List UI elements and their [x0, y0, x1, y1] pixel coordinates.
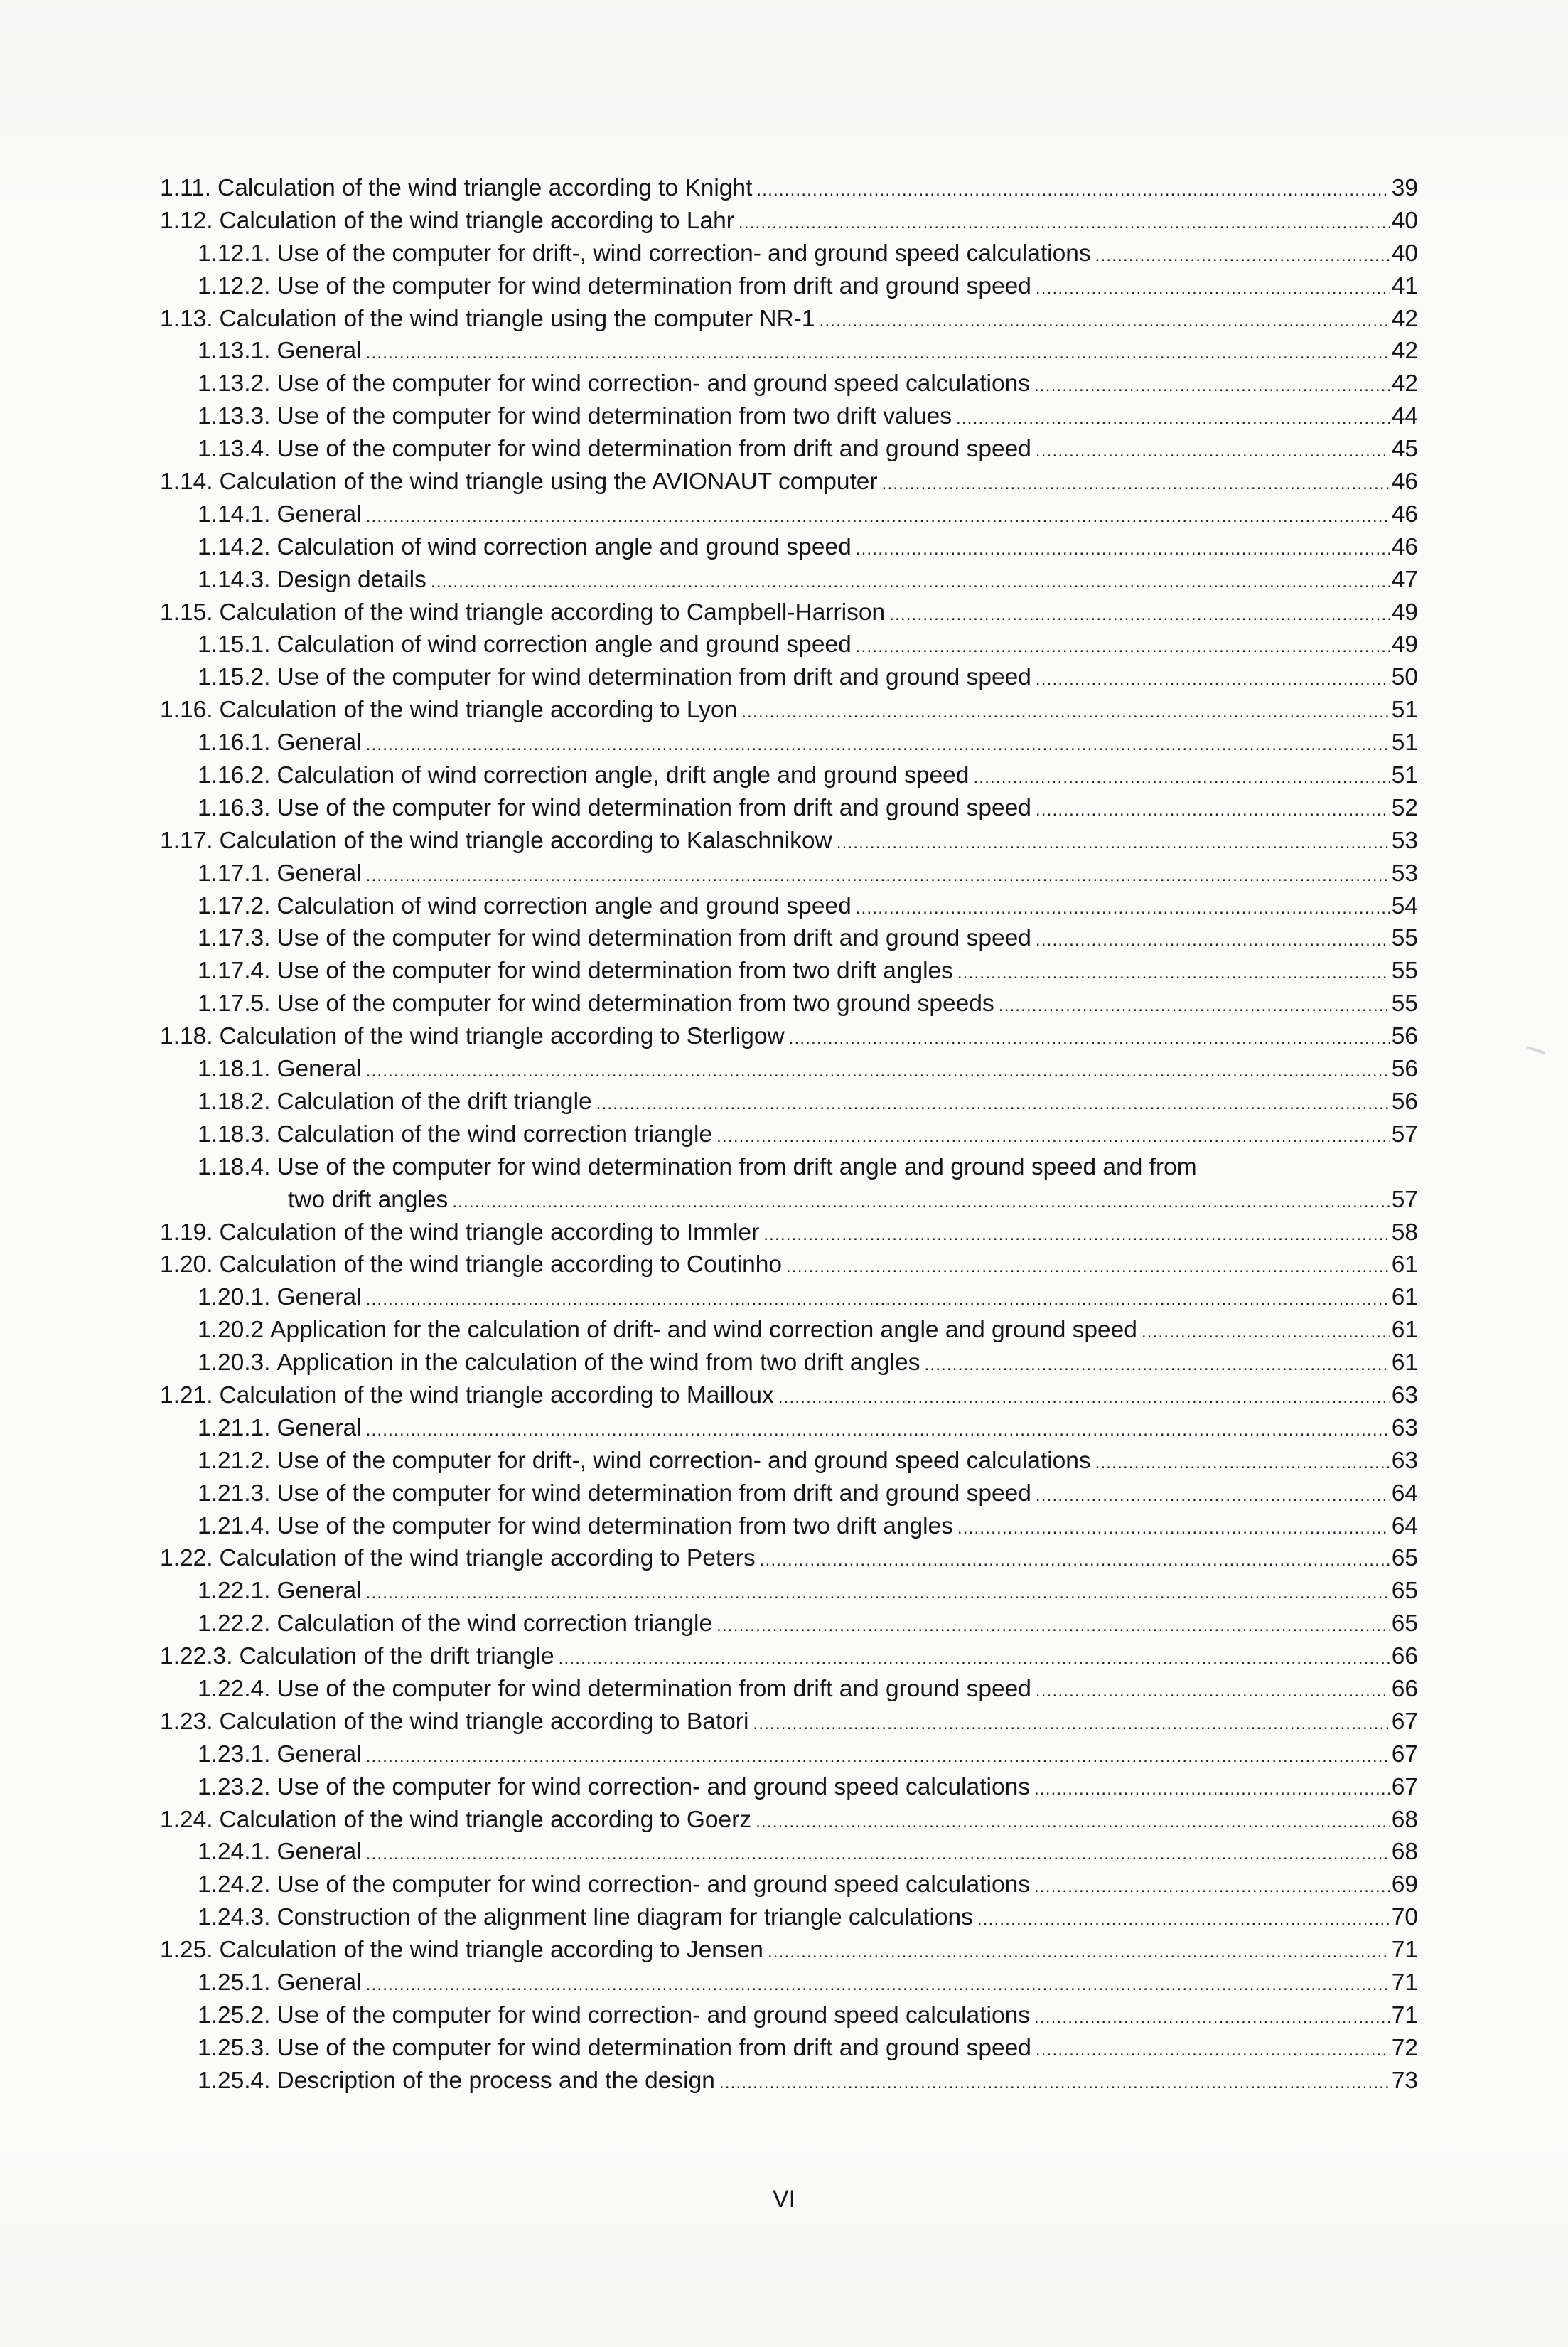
toc-entry-number: 1.22.4. [198, 1675, 271, 1702]
toc-entry-number: 1.25. [160, 1937, 213, 1964]
toc-entry-number: 1.16.1. [198, 729, 271, 757]
toc-entry[interactable] [160, 1706, 1418, 1738]
dot-leader [366, 1414, 1390, 1447]
toc-entry-number: 1.22. [160, 1545, 213, 1572]
dot-leader [366, 1741, 1390, 1773]
toc-entry-title: Use of the computer for wind determination from drift and ground speed [276, 925, 1031, 952]
dot-leader [1142, 1316, 1390, 1349]
toc-entry-page: 55 [1391, 990, 1418, 1017]
toc-entry-title: Description of the process and the design [276, 2067, 715, 2094]
toc-entry-page: 55 [1391, 925, 1418, 952]
toc-entry[interactable] [160, 1901, 1418, 1934]
toc-entry-title: Application for the calculation of drift- and wind correction angle and ground speed [270, 1317, 1137, 1344]
toc-entry-title: Use of the computer for wind correction- and ground speed calculations [276, 1773, 1031, 1800]
toc-entry-page: 69 [1391, 1871, 1418, 1898]
toc-entry-title: Use of the computer for wind correction- and ground speed calculations [276, 1871, 1031, 1898]
toc-entry-number: 1.24.2. [198, 1871, 271, 1898]
toc-entry-title: General [276, 1414, 362, 1441]
toc-entry-number: 1.21.1. [198, 1414, 271, 1441]
toc-entry-number: 1.16.3. [198, 794, 271, 821]
toc-entry-page: 51 [1391, 697, 1418, 724]
toc-entry-title: General [276, 1284, 362, 1311]
toc-entry-title: Calculation of the wind triangle according to Knight [218, 175, 753, 201]
toc-entry-page: 40 [1391, 240, 1418, 267]
dot-leader [1036, 435, 1390, 468]
toc-entry-title: Use of the computer for wind determination from drift and ground speed [276, 436, 1031, 463]
toc-entry-number: 1.21.4. [198, 1512, 271, 1539]
dot-leader [1036, 663, 1390, 696]
toc-entry-continuation[interactable] [160, 1184, 1418, 1217]
toc-entry-title: Calculation of wind correction angle and ground speed [276, 533, 852, 560]
dot-leader [786, 1251, 1390, 1283]
toc-entry-number: 1.15. [160, 599, 213, 626]
toc-entry[interactable] [160, 857, 1418, 890]
toc-entry[interactable] [160, 1673, 1418, 1706]
toc-entry[interactable] [160, 531, 1418, 564]
toc-entry-title: Calculation of the wind triangle according to Sterligow [219, 1023, 785, 1050]
toc-entry-page: 46 [1391, 533, 1418, 560]
toc-entry[interactable] [160, 1281, 1418, 1314]
toc-entry[interactable] [160, 694, 1418, 727]
toc-entry-number: 1.12.2. [198, 272, 271, 299]
toc-entry-page: 56 [1391, 1023, 1418, 1050]
toc-entry[interactable] [160, 988, 1418, 1020]
dot-leader [1034, 1773, 1390, 1806]
toc-entry-title: General [276, 1741, 362, 1768]
dot-leader [739, 207, 1390, 240]
toc-entry-number: 1.12.1. [198, 240, 271, 267]
toc-entry-title: Use of the computer for wind determination from two drift angles [276, 958, 953, 985]
dot-leader [837, 827, 1390, 860]
toc-entry-page: 54 [1391, 892, 1418, 919]
toc-entry-number: 1.17. [160, 827, 213, 854]
toc-entry-title: Use of the computer for wind determination from drift and ground speed [276, 1675, 1031, 1702]
toc-entry-title: Use of the computer for wind determination from two drift values [276, 403, 952, 430]
toc-entry-title: Calculation of the wind triangle according to Jensen [219, 1937, 763, 1964]
dot-leader [366, 860, 1390, 892]
dot-leader [366, 1969, 1390, 2001]
toc-entry-page: 49 [1391, 631, 1418, 658]
dot-leader [1036, 1480, 1390, 1512]
toc-entry-page: 61 [1391, 1284, 1418, 1311]
toc-entry-page: 46 [1391, 501, 1418, 528]
toc-entry-page: 58 [1391, 1219, 1418, 1246]
toc-entry[interactable] [160, 1445, 1418, 1477]
toc-entry[interactable] [160, 303, 1418, 336]
toc-entry-title: General [276, 1578, 362, 1605]
toc-entry-title: two drift angles [288, 1186, 449, 1213]
dot-leader [366, 1577, 1390, 1610]
toc-entry-page: 70 [1391, 1904, 1418, 1931]
toc-entry-title: General [276, 860, 362, 887]
toc-entry[interactable] [160, 1575, 1418, 1608]
dot-leader [1034, 1871, 1390, 1903]
toc-entry[interactable] [160, 1868, 1418, 1901]
dot-leader [366, 1838, 1390, 1871]
toc-entry-number: 1.18.1. [198, 1056, 271, 1083]
dot-leader [819, 305, 1390, 338]
toc-entry-number: 1.22.3. [160, 1643, 233, 1670]
toc-entry-number: 1.18.4. [198, 1153, 271, 1180]
toc-entry-title: Calculation of the wind triangle according to Immler [219, 1219, 760, 1246]
toc-entry-title: Use of the computer for wind determination from two drift angles [276, 1512, 953, 1539]
toc-entry-title: Application in the calculation of the wind from two drift angles [276, 1349, 920, 1376]
toc-entry[interactable] [160, 629, 1418, 661]
toc-entry-title: Use of the computer for drift-, wind correction- and ground speed calculations [276, 240, 1091, 267]
dot-leader [1034, 2001, 1390, 2034]
toc-entry[interactable] [160, 922, 1418, 955]
toc-entry[interactable] [160, 661, 1418, 694]
toc-entry-page: 63 [1391, 1414, 1418, 1441]
toc-entry-number: 1.20.1. [198, 1284, 271, 1311]
toc-entry-number: 1.13.3. [198, 403, 271, 430]
toc-entry-number: 1.14.2. [198, 533, 271, 560]
toc-entry-number: 1.25.4. [198, 2067, 271, 2094]
toc-entry-page: 73 [1391, 2067, 1418, 2094]
toc-entry[interactable] [160, 890, 1418, 923]
dot-leader [956, 402, 1390, 435]
dot-leader [778, 1381, 1390, 1414]
toc-entry-title: General [276, 1969, 362, 1996]
toc-entry-title: Calculation of the drift triangle [239, 1643, 554, 1670]
toc-entry-number: 1.13.1. [198, 338, 271, 365]
dot-leader [366, 1055, 1390, 1088]
toc-entry-page: 63 [1391, 1447, 1418, 1474]
toc-entry-title: Calculation of the wind correction triangle [276, 1121, 713, 1148]
toc-entry-number: 1.20.3. [198, 1349, 271, 1376]
dot-leader [596, 1088, 1390, 1121]
toc-entry-number: 1.25.2. [198, 2001, 271, 2028]
toc-entry-page: 64 [1391, 1512, 1418, 1539]
dot-leader [957, 957, 1390, 990]
toc-entry[interactable] [160, 1249, 1418, 1281]
toc-entry-number: 1.13.2. [198, 370, 271, 397]
toc-entry-page: 56 [1391, 1088, 1418, 1115]
toc-entry-title: Use of the computer for wind correction- and ground speed calculations [276, 370, 1031, 397]
dot-leader [1095, 1447, 1390, 1480]
toc-entry-number: 1.16.2. [198, 762, 271, 789]
toc-entry-number: 1.17.5. [198, 990, 271, 1017]
toc-entry[interactable] [160, 1118, 1418, 1151]
toc-entry-number: 1.24. [160, 1806, 213, 1833]
toc-entry-number: 1.13. [160, 305, 213, 332]
toc-entry-title: Use of the computer for wind determination from drift angle and ground speed and from [276, 1153, 1197, 1180]
toc-entry-number: 1.21.3. [198, 1480, 271, 1507]
toc-entry[interactable] [160, 1151, 1418, 1184]
toc-entry[interactable] [160, 1608, 1418, 1640]
toc-entry-number: 1.12. [160, 207, 213, 234]
toc-entry-number: 1.23.1. [198, 1741, 271, 1768]
dot-leader [882, 468, 1390, 501]
toc-entry[interactable] [160, 1771, 1418, 1804]
toc-entry-title: Use of the computer for drift-, wind correction- and ground speed calculations [276, 1447, 1091, 1474]
toc-entry-title: Calculation of the wind triangle using the computer NR-1 [219, 305, 815, 332]
toc-entry[interactable] [160, 1934, 1418, 1967]
toc-entry[interactable] [160, 2065, 1418, 2097]
toc-entry-page: 45 [1391, 436, 1418, 463]
toc-entry-title: Use of the computer for wind determination from drift and ground speed [276, 1480, 1031, 1507]
toc-entry[interactable] [160, 433, 1418, 466]
dot-leader [719, 2067, 1390, 2100]
toc-entry-page: 57 [1391, 1186, 1418, 1213]
dot-leader [741, 696, 1390, 729]
toc-entry-number: 1.25.3. [198, 2034, 271, 2061]
toc-entry-title: Construction of the alignment line diagram for triangle calculations [276, 1904, 973, 1931]
toc-entry-number: 1.15.1. [198, 631, 271, 658]
toc-entry-page: 67 [1391, 1773, 1418, 1800]
toc-entry-title: Use of the computer for wind determination from drift and ground speed [276, 272, 1031, 299]
dot-leader [366, 729, 1390, 761]
toc-entry[interactable] [160, 1836, 1418, 1868]
toc-entry[interactable] [160, 498, 1418, 531]
toc-entry[interactable] [160, 1053, 1418, 1086]
toc-entry-number: 1.14.3. [198, 566, 271, 593]
toc-entry-page: 39 [1391, 175, 1418, 201]
toc-entry[interactable] [160, 727, 1418, 759]
toc-entry[interactable] [160, 1347, 1418, 1379]
toc-entry[interactable] [160, 955, 1418, 988]
toc-entry-number: 1.17.1. [198, 860, 271, 887]
toc-entry-page: 41 [1391, 272, 1418, 299]
toc-entry-page: 42 [1391, 338, 1418, 365]
toc-entry-page: 50 [1391, 664, 1418, 691]
toc-entry-page: 65 [1391, 1578, 1418, 1605]
toc-entry[interactable] [160, 400, 1418, 433]
toc-entry-number: 1.17.4. [198, 958, 271, 985]
toc-entry-page: 71 [1391, 1969, 1418, 1996]
toc-entry[interactable] [160, 564, 1418, 597]
toc-entry[interactable] [160, 1314, 1418, 1347]
toc-entry-page: 65 [1391, 1545, 1418, 1572]
toc-entry-number: 1.20. [160, 1251, 213, 1278]
toc-entry-number: 1.24.3. [198, 1904, 271, 1931]
toc-entry-page: 44 [1391, 403, 1418, 430]
dot-leader [889, 599, 1390, 631]
toc-entry-title: Calculation of the wind triangle according to Mailloux [219, 1381, 774, 1408]
toc-entry-page: 40 [1391, 207, 1418, 234]
dot-leader [1036, 2034, 1390, 2067]
toc-entry[interactable] [160, 1217, 1418, 1249]
dot-leader [716, 1610, 1390, 1642]
toc-entry[interactable] [160, 1967, 1418, 1999]
toc-entry[interactable] [160, 825, 1418, 857]
toc-entry-number: 1.21.2. [198, 1447, 271, 1474]
dot-leader [1036, 1675, 1390, 1708]
toc-entry-page: 42 [1391, 370, 1418, 397]
toc-entry[interactable] [160, 205, 1418, 237]
toc-entry-page: 56 [1391, 1056, 1418, 1083]
toc-entry-number: 1.16. [160, 697, 213, 724]
toc-entry-page: 46 [1391, 469, 1418, 496]
dot-leader [753, 1708, 1390, 1741]
scan-speck [1527, 1046, 1545, 1054]
dot-leader [957, 1512, 1390, 1545]
toc-entry-page: 51 [1391, 729, 1418, 757]
toc-entry[interactable] [160, 368, 1418, 400]
dot-leader [431, 566, 1390, 599]
dot-leader [924, 1349, 1390, 1381]
toc-entry-number: 1.17.3. [198, 925, 271, 952]
dot-leader [760, 1544, 1390, 1577]
toc-entry-page: 65 [1391, 1610, 1418, 1637]
toc-entry-page: 71 [1391, 1937, 1418, 1964]
toc-entry-page: 61 [1391, 1317, 1418, 1344]
toc-entry-title: Use of the computer for wind determination from two ground speeds [276, 990, 994, 1017]
toc-entry[interactable] [160, 2032, 1418, 2065]
dot-leader [716, 1121, 1390, 1153]
toc-entry[interactable] [160, 1477, 1418, 1510]
dot-leader [1036, 272, 1390, 305]
toc-entry-title: Calculation of the wind triangle according to Kalaschnikow [219, 827, 832, 854]
toc-entry[interactable] [160, 1510, 1418, 1543]
toc-entry-number: 1.11. [160, 175, 212, 201]
dot-leader [973, 761, 1390, 794]
toc-entry[interactable] [160, 270, 1418, 303]
dot-leader [756, 1806, 1390, 1839]
toc-entry-title: Calculation of the wind triangle using the AVIONAUT computer [219, 469, 878, 496]
toc-entry-title: General [276, 1056, 362, 1083]
toc-entry[interactable] [160, 1020, 1418, 1053]
toc-entry-page: 53 [1391, 860, 1418, 887]
toc-entry-number: 1.18. [160, 1023, 213, 1050]
toc-entry-page: 68 [1391, 1839, 1418, 1866]
dot-leader [756, 174, 1390, 207]
dot-leader [977, 1903, 1390, 1936]
toc-entry[interactable] [160, 335, 1418, 368]
toc-entry-title: Calculation of the wind correction triangle [276, 1610, 713, 1637]
dot-leader [763, 1219, 1390, 1251]
toc-entry[interactable] [160, 466, 1418, 498]
toc-entry-title: Calculation of the wind triangle according to Lyon [219, 697, 738, 724]
toc-entry-number: 1.22.1. [198, 1578, 271, 1605]
toc-entry-page: 64 [1391, 1480, 1418, 1507]
toc-entry-number: 1.25.1. [198, 1969, 271, 1996]
toc-entry-title: General [276, 501, 362, 528]
toc-entry-number: 1.23.2. [198, 1773, 271, 1800]
toc-entry[interactable] [160, 1804, 1418, 1837]
toc-entry-title: General [276, 729, 362, 757]
toc-entry-number: 1.23. [160, 1708, 213, 1735]
table-of-contents [160, 172, 1418, 2097]
toc-entry-title: Calculation of the drift triangle [276, 1088, 592, 1115]
dot-leader [1034, 370, 1390, 402]
toc-entry-number: 1.17.2. [198, 892, 271, 919]
toc-entry-page: 55 [1391, 958, 1418, 985]
toc-entry-page: 72 [1391, 2034, 1418, 2061]
toc-entry[interactable] [160, 1999, 1418, 2032]
toc-entry-title: General [276, 338, 362, 365]
toc-entry-page: 66 [1391, 1675, 1418, 1702]
toc-entry-title: Calculation of the wind triangle according to Peters [219, 1545, 756, 1572]
toc-entry[interactable] [160, 597, 1418, 629]
toc-entry-page: 57 [1391, 1121, 1418, 1148]
toc-entry-page: 61 [1391, 1251, 1418, 1278]
toc-entry-title: Calculation of the wind triangle according to Batori [219, 1708, 749, 1735]
toc-entry-number: 1.21. [160, 1381, 213, 1408]
toc-entry[interactable] [160, 1738, 1418, 1771]
toc-entry-title: Calculation of the wind triangle according to Goerz [219, 1806, 752, 1833]
toc-entry-page: 61 [1391, 1349, 1418, 1376]
toc-entry-page: 67 [1391, 1741, 1418, 1768]
toc-entry-number: 1.20.2 [198, 1317, 264, 1344]
toc-entry-number: 1.18.2. [198, 1088, 271, 1115]
dot-leader [999, 990, 1390, 1022]
toc-entry-page: 68 [1391, 1806, 1418, 1833]
dot-leader [789, 1022, 1390, 1055]
toc-entry-number: 1.14. [160, 469, 213, 496]
toc-entry[interactable] [160, 1086, 1418, 1118]
page-folio: VI [772, 2186, 796, 2213]
dot-leader [452, 1186, 1390, 1219]
toc-entry-title: Use of the computer for wind determination from drift and ground speed [276, 2034, 1031, 2061]
toc-entry-page: 67 [1391, 1708, 1418, 1735]
toc-entry-title: Calculation of wind correction angle and ground speed [276, 631, 852, 658]
toc-entry-title: Calculation of the wind triangle according to Coutinho [219, 1251, 782, 1278]
toc-entry-page: 52 [1391, 794, 1418, 821]
toc-entry-title: Use of the computer for wind determination from drift and ground speed [276, 664, 1031, 691]
toc-entry-page: 66 [1391, 1643, 1418, 1670]
toc-entry[interactable] [160, 237, 1418, 270]
dot-leader [856, 533, 1390, 566]
toc-entry-number: 1.18.3. [198, 1121, 271, 1148]
toc-entry-number: 1.19. [160, 1219, 213, 1246]
toc-entry[interactable] [160, 1640, 1418, 1673]
dot-leader [1095, 240, 1390, 272]
toc-entry[interactable] [160, 792, 1418, 825]
toc-entry[interactable] [160, 1542, 1418, 1575]
toc-entry-number: 1.13.4. [198, 436, 271, 463]
toc-entry-number: 1.14.1. [198, 501, 271, 528]
toc-entry-title: Use of the computer for wind correction- and ground speed calculations [276, 2001, 1031, 2028]
toc-entry-page: 47 [1391, 566, 1418, 593]
dot-leader [366, 501, 1390, 533]
toc-entry-page: 42 [1391, 305, 1418, 332]
toc-entry-page: 51 [1391, 762, 1418, 789]
toc-entry-number: 1.24.1. [198, 1839, 271, 1866]
toc-entry[interactable] [160, 172, 1418, 205]
toc-entry-title: Design details [276, 566, 426, 593]
toc-entry-title: Use of the computer for wind determination from drift and ground speed [276, 794, 1031, 821]
toc-entry-title: General [276, 1839, 362, 1866]
toc-entry-title: Calculation of the wind triangle according to Lahr [219, 207, 734, 234]
dot-leader [1036, 794, 1390, 827]
toc-entry[interactable] [160, 1379, 1418, 1412]
dot-leader [768, 1936, 1390, 1969]
toc-entry-number: 1.22.2. [198, 1610, 271, 1637]
dot-leader [856, 892, 1390, 925]
toc-entry[interactable] [160, 1412, 1418, 1445]
dot-leader [366, 1283, 1390, 1316]
toc-entry-page: 49 [1391, 599, 1418, 626]
toc-entry-number: 1.15.2. [198, 664, 271, 691]
toc-entry-title: Calculation of the wind triangle according to Campbell-Harrison [219, 599, 886, 626]
dot-leader [1036, 924, 1390, 957]
dot-leader [366, 337, 1390, 370]
dot-leader [559, 1642, 1390, 1675]
toc-entry-page: 71 [1391, 2001, 1418, 2028]
toc-entry-page: 63 [1391, 1381, 1418, 1408]
dot-leader [856, 631, 1390, 663]
toc-entry-title: Calculation of wind correction angle, drift angle and ground speed [276, 762, 970, 789]
toc-entry-page: 53 [1391, 827, 1418, 854]
toc-entry[interactable] [160, 759, 1418, 792]
toc-entry-title: Calculation of wind correction angle and ground speed [276, 892, 852, 919]
